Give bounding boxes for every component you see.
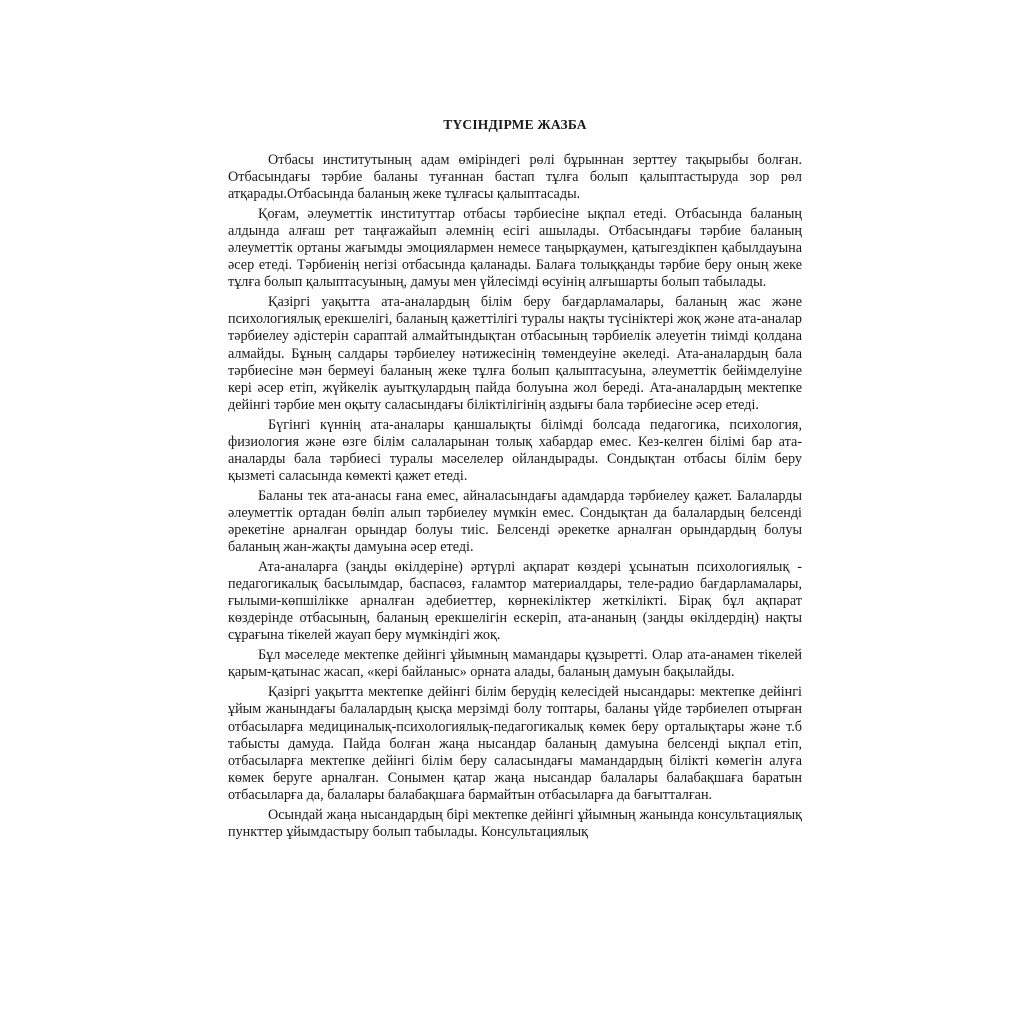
paragraph: Қоғам, әлеуметтік институттар отбасы тәрбиесіне ықпал етеді. Отбасында баланың алдында алғаш рет таңғажайып әлемнің есігі ашылады. Отбасындағы тәрбие баланың әлеуметтік ортаны жағымды эмоциялармен немесе таңырқаумен, қатыгездікпен қабылдауына әсер етеді. Тәрбиенің негізі отбасында қаланады. Балаға толыққанды тәрбие беру оның жеке тұлға болып қалыптасуының, дамуы мен үйлесімді өсуінің алғышарты болып табылады. (228, 206, 802, 291)
paragraph: Қазіргі уақытта мектепке дейінгі білім берудің келесідей нысандары: мектепке дейінгі ұйым жанындағы балалардың қысқа мерзімді болу топтары, баланы үйде тәрбиелеп отырған отбасыларға медициналық-психологиялық-педагогикалық көмек беру орталықтары және т.б табысты дамуда. Пайда болған жаңа нысандар баланың дамуына белсенді ықпал етіп, отбасыларға мектепке дейінгі білім беру саласындағы мамандардың білікті көмегін алуға көмек беруге арналған. Сонымен қатар жаңа нысандар балалары балабақшаға баратын отбасыларға да, балалары балабақшаға бармайтын отбасыларға да бағытталған. (228, 684, 802, 803)
paragraph: Осындай жаңа нысандардың бірі мектепке дейінгі ұйымның жанында консультациялық пункттер ұйымдастыру болып табылады. Консультациялық (228, 806, 802, 840)
paragraph: Қазіргі уақытта ата-аналардың білім беру бағдарламалары, баланың жас және психологиялық ерекшелігі, баланың қажеттілігі туралы нақты түсініктері жоқ және ата-аналар тәрбиелеу әдістерін сараптай алмайтындықтан отбасының тәрбиелік әлеуетін тиімді қолдана алмайды. Бұның салдары тәрбиелеу нәтижесінің төмендеуіне әкеледі. Ата-аналардың бала тәрбиесіне мән бермеуі баланың жеке тұлға болып қалыптасуына, әлеуметтік бейімделуіне кері әсер етіп, жүйкелік ауытқулардың пайда болуына жол береді. Ата-аналардың мектепке дейінгі тәрбие мен оқыту саласындағы біліктілігінің аздығы бала тәрбиесіне әсер етеді. (228, 294, 802, 413)
paragraph: Баланы тек ата-анасы ғана емес, айналасындағы адамдарда тәрбиелеу қажет. Балаларды әлеуметтік ортадан бөліп алып тәрбиелеу мүмкін емес. Сондықтан да балалардың белсенді әрекетіне арналған орындар болуы тиіс. Белсенді әрекетке арналған орындардың болуы баланың жан-жақты дамуына әсер етеді. (228, 487, 802, 556)
paragraph: Ата-аналарға (заңды өкілдеріне) әртүрлі ақпарат көздері ұсынатын психологиялық - педагогикалық басылымдар, баспасөз, ғаламтор материалдары, теле-радио бағдарламалары, ғылыми-көпшілікке арналған әдебиеттер, көрнекіліктер жеткілікті. Бірақ бұл ақпарат көздерінде отбасының, баланың ерекшелігін ескеріп, ата-ананың (заңды өкілдердің) нақты сұрағына тікелей жауап беру мүмкіндігі жоқ. (228, 559, 802, 644)
paragraph: Бұл мәселеде мектепке дейінгі ұйымның мамандары құзыретті. Олар ата-анамен тікелей қарым-қатынас жасап, «кері байланыс» орната алады, баланың дамуын бақылайды. (228, 647, 802, 681)
paragraph: Отбасы институтының адам өміріндегі рөлі бұрыннан зерттеу тақырыбы болған. Отбасындағы тәрбие баланы туғаннан бастап тұлға болып қалыптастыруда зор рөл атқарады.Отбасында баланың жеке тұлғасы қалыптасады. (228, 152, 802, 203)
document-title: ТҮСІНДІРМЕ ЖАЗБА (443, 117, 587, 132)
paragraph: Бүгінгі күннің ата-аналары қаншалықты білімді болсада педагогика, психология, физиология және өзге білім салаларынан толық хабардар емес. Кез-келген білімі бар ата-аналарды бала тәрбиесі туралы мәселелер ойландырады. Сондықтан отбасы білім беру қызметі саласында көмекті қажет етеді. (228, 416, 802, 484)
document-page (228, 112, 802, 1012)
